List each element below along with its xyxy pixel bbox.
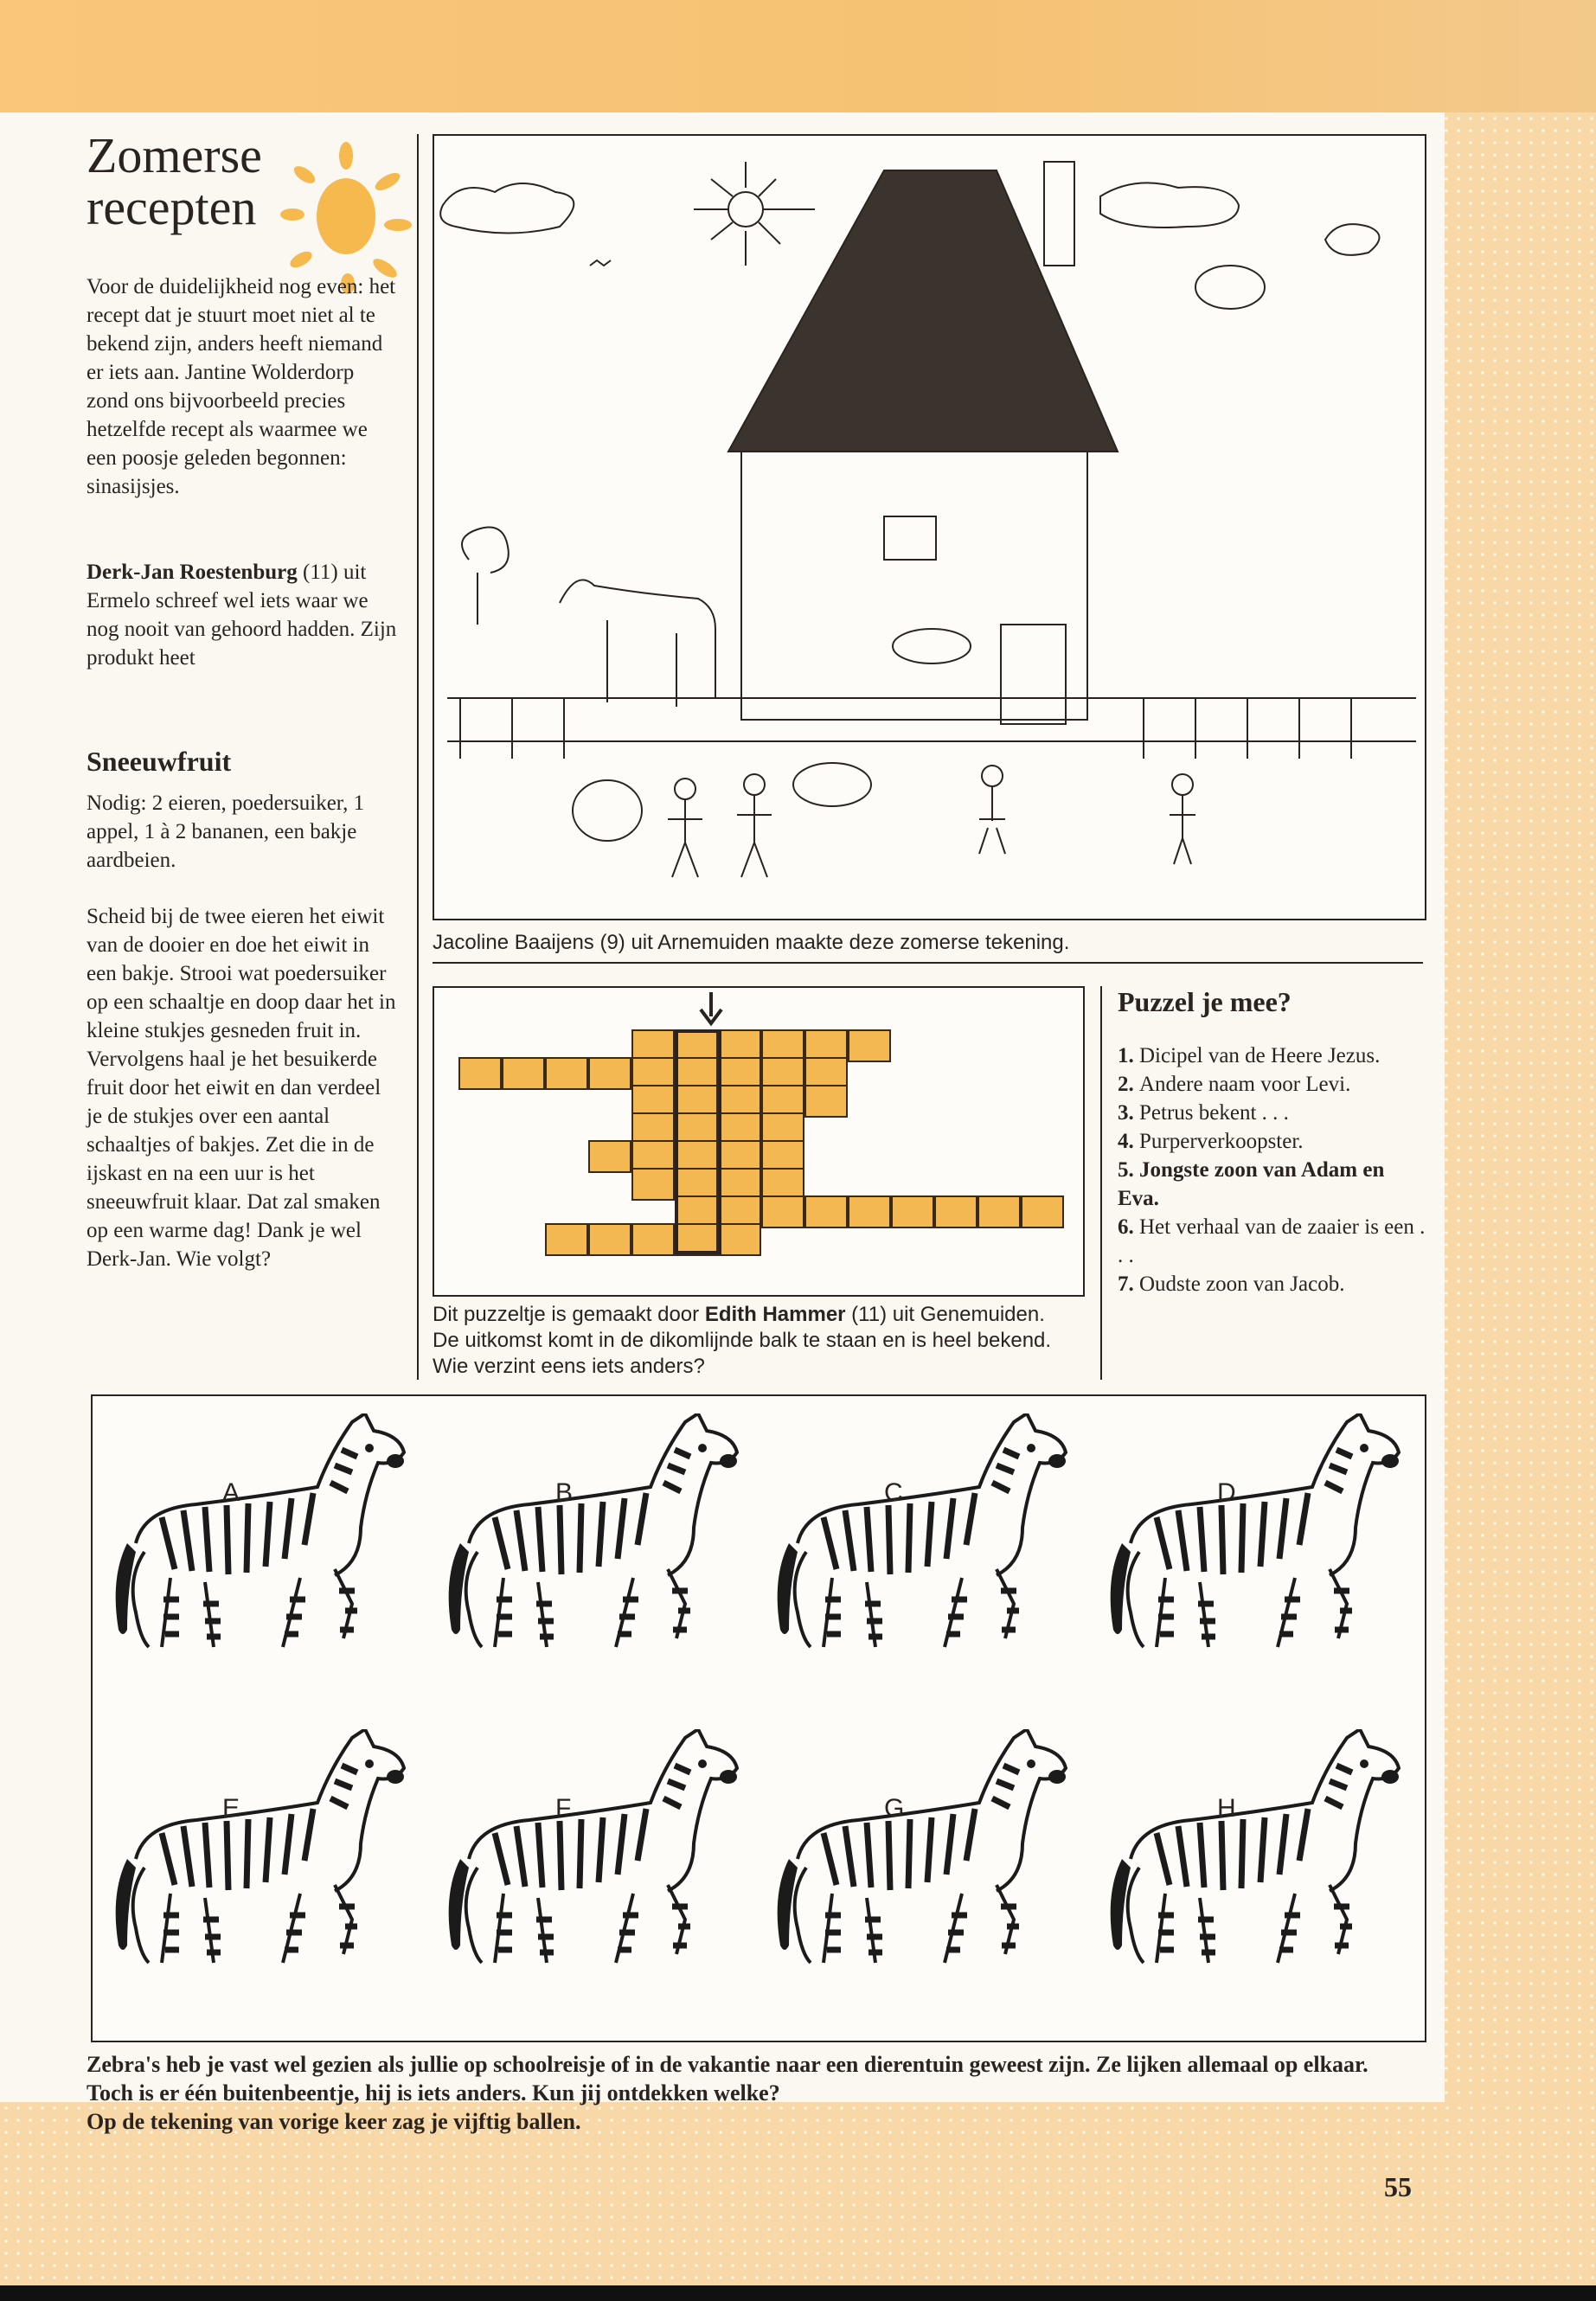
puzzle-caption-post: (11) uit Genemuiden. De uitkomst komt in de dikomlijnde balk te staan en is heel bekend. Wie verzint eens iets anders? — [433, 1303, 1052, 1378]
recipe-ingredients: Nodig: 2 eieren, poedersuiker, 1 appel, 1 à 2 bananen, een bakje aardbeien. — [87, 792, 365, 872]
zebra-g[interactable] — [763, 1729, 1074, 2015]
zebra-c[interactable] — [763, 1413, 1074, 1699]
puzzle-caption-pre: Dit puzzeltje is gemaakt door — [433, 1303, 705, 1326]
clue-text: Jongste zoon van Adam en Eva. — [1118, 1158, 1385, 1210]
puzzle-clue-list — [1118, 1042, 1429, 1298]
clue-number: 1. — [1118, 1044, 1139, 1067]
clue-text: Dicipel van de Heere Jezus. — [1139, 1044, 1381, 1067]
crossword-cell[interactable] — [545, 1057, 588, 1090]
derk-paragraph — [87, 558, 398, 672]
zebra-label: B — [555, 1478, 574, 1507]
crossword-cell[interactable] — [588, 1140, 631, 1173]
crossword-cell[interactable] — [848, 1029, 891, 1062]
zebra-label: E — [222, 1794, 240, 1823]
page-title — [87, 127, 262, 235]
crossword-cell[interactable] — [502, 1057, 545, 1090]
zebra-label: C — [884, 1478, 903, 1507]
caption-rule — [433, 962, 1423, 964]
crossword-cell[interactable] — [848, 1195, 891, 1228]
puzzle-caption-name: Edith Hammer — [704, 1303, 846, 1326]
crossword-cell[interactable] — [891, 1195, 934, 1228]
title-line-2: recepten — [87, 179, 257, 235]
zebra-h[interactable] — [1096, 1729, 1407, 2015]
column-divider — [417, 134, 419, 1380]
crossword-cell[interactable] — [588, 1057, 631, 1090]
clue-item — [1118, 1213, 1429, 1270]
zebra-d[interactable] — [1096, 1413, 1407, 1699]
clue-item — [1118, 1070, 1429, 1099]
zebra-puzzle-frame — [91, 1394, 1426, 2042]
crossword-cell[interactable] — [631, 1223, 675, 1256]
crossword-cell[interactable] — [977, 1195, 1021, 1228]
clue-number: 7. — [1118, 1272, 1139, 1296]
puzzle-title: Puzzel je mee? — [1118, 986, 1292, 1017]
zebra-label: H — [1217, 1794, 1236, 1823]
title-line-1: Zomerse — [87, 127, 262, 183]
dotted-margin-right — [1440, 112, 1596, 2301]
zebra-label: A — [222, 1478, 240, 1507]
crossword-cell[interactable] — [761, 1195, 804, 1228]
zebra-a[interactable] — [101, 1413, 413, 1699]
page-number: 55 — [1384, 2171, 1412, 2202]
crossword-cell[interactable] — [631, 1168, 675, 1201]
clue-item — [1118, 1127, 1429, 1156]
intro-paragraph: Voor de duidelijkheid nog even: het recept dat je stuurt moet niet al te bekend zijn, anders heeft niemand er iets aan. Jantine Wolderdorp zond ons bijvoorbeeld precies hetzelfde recept als waarmee we een poosje geleden begonnen: sinasijsjes. — [87, 275, 396, 498]
solution-column — [675, 1029, 721, 1254]
arrow-down-icon — [694, 992, 728, 1031]
crossword-cell[interactable] — [1021, 1195, 1064, 1228]
scan-edge — [0, 2285, 1596, 2301]
clue-item — [1118, 1099, 1429, 1127]
crossword-cell[interactable] — [804, 1195, 848, 1228]
zebra-label: F — [555, 1794, 572, 1823]
clue-text: Petrus bekent . . . — [1139, 1101, 1289, 1125]
clue-number: 4. — [1118, 1130, 1139, 1153]
puzzle-caption — [433, 1302, 1073, 1380]
crossword-frame — [433, 986, 1085, 1297]
drawing-caption: Jacoline Baaijens (9) uit Arnemuiden maakte deze zomerse tekening. — [433, 931, 1070, 954]
crossword-cell[interactable] — [588, 1223, 631, 1256]
clue-text: Purperverkoopster. — [1139, 1130, 1304, 1153]
zebra-e[interactable] — [101, 1729, 413, 2015]
clue-number: 2. — [1118, 1073, 1139, 1096]
clue-number: 3. — [1118, 1101, 1139, 1125]
derk-name: Derk-Jan Roestenburg — [87, 561, 298, 584]
crossword-cell[interactable] — [718, 1223, 761, 1256]
derk-text: (11) uit Ermelo schreef wel iets waar we nog nooit van gehoord hadden. Zijn produkt heet — [87, 561, 397, 670]
crossword-cell[interactable] — [545, 1223, 588, 1256]
zebra-b[interactable] — [434, 1413, 746, 1699]
puzzle-column-divider — [1100, 986, 1102, 1380]
crossword-cell[interactable] — [458, 1057, 502, 1090]
house-drawing — [434, 136, 1425, 919]
crossword-cell[interactable] — [934, 1195, 977, 1228]
top-color-band — [0, 0, 1596, 112]
zebra-question — [87, 2050, 1419, 2136]
zebra-label: G — [884, 1794, 905, 1823]
clue-text: Oudste zoon van Jacob. — [1139, 1272, 1345, 1296]
clue-text: Andere naam voor Levi. — [1139, 1073, 1351, 1096]
sun-icon — [277, 138, 415, 294]
clue-item — [1118, 1042, 1429, 1070]
zebra-question-text: Zebra's heb je vast wel gezien als jullie op schoolreisje of in de vakantie naar een dierentuin geweest zijn. Ze lijken allemaal op elkaar. Toch is er één buitenbeentje, hij is iets anders. Kun jij ontdekken welke? — [87, 2052, 1368, 2106]
clue-item — [1118, 1270, 1429, 1298]
recipe-steps: Scheid bij de twee eieren het eiwit van de dooier en doe het eiwit in een bakje. Strooi wat poedersuiker op een schaaltje en doop daar het in kleine stukjes gesneden fruit in. Vervolgens haal je het besuikerde fruit door het eiwit en dan verdeel je de stukjes over een aantal schaaltjes of bakjes. Zet die in de ijskast en na een uur is het sneeuwfruit klaar. Dat zal smaken op een warme dag! Dank je wel Derk-Jan. Wie volgt? — [87, 905, 396, 1271]
clue-number: 6. — [1118, 1215, 1139, 1239]
previous-answer-text: Op de tekening van vorige keer zag je vijftig ballen. — [87, 2109, 581, 2134]
zebra-f[interactable] — [434, 1729, 746, 2015]
clue-text: Het verhaal van de zaaier is een . . . — [1118, 1215, 1426, 1267]
child-drawing-frame — [433, 134, 1426, 920]
zebra-label: D — [1217, 1478, 1236, 1507]
clue-number: 5. — [1118, 1158, 1139, 1182]
clue-item — [1118, 1156, 1429, 1213]
crossword-cell[interactable] — [804, 1085, 848, 1118]
recipe-title: Sneeuwfruit — [87, 746, 232, 777]
